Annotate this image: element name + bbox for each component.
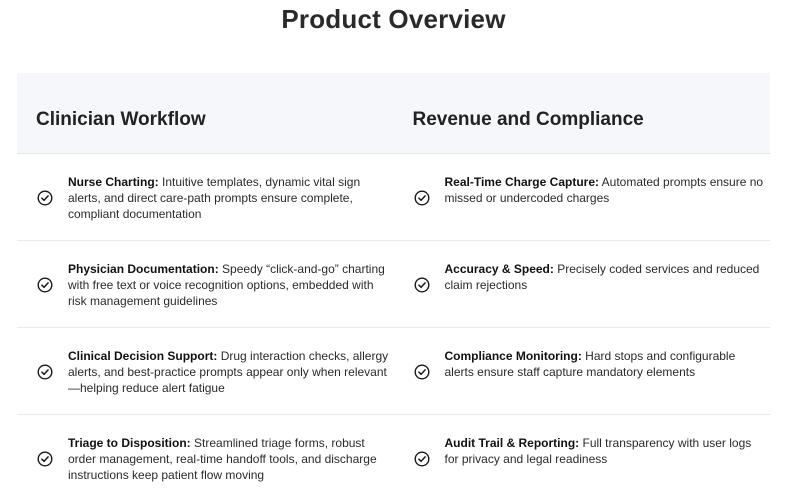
feature-description: Hard stops and configurable alerts ensure staff capture mandatory elements bbox=[444, 349, 736, 379]
feature-text bbox=[68, 348, 390, 396]
check-circle-icon bbox=[37, 451, 53, 467]
feature-label: Nurse Charting: bbox=[68, 175, 159, 189]
page-title: Product Overview bbox=[281, 4, 506, 34]
feature-cell bbox=[17, 154, 394, 240]
feature-text bbox=[68, 261, 390, 309]
feature-description: Intuitive templates, dynamic vital sign alerts, and direct care-path prompts ensure complete, compliant documentation bbox=[68, 175, 361, 221]
feature-description: Full transparency with user logs for privacy and legal readiness bbox=[444, 436, 752, 466]
check-circle-icon bbox=[414, 190, 430, 206]
table-header-row bbox=[17, 73, 770, 154]
feature-text bbox=[68, 435, 390, 483]
feature-description: Precisely coded services and reduced claim rejections bbox=[444, 262, 760, 292]
feature-text bbox=[445, 435, 767, 467]
feature-description: Drug interaction checks, allergy alerts, and best-practice prompts appear only when relevant—helping reduce alert fatigue bbox=[68, 349, 389, 395]
feature-cell bbox=[17, 241, 394, 327]
feature-label: Clinical Decision Support: bbox=[68, 349, 218, 363]
feature-label: Accuracy & Speed: bbox=[444, 262, 554, 276]
feature-text bbox=[445, 261, 767, 293]
feature-label: Triage to Disposition: bbox=[68, 436, 191, 450]
check-circle-icon bbox=[37, 277, 53, 293]
feature-cell bbox=[394, 241, 771, 327]
feature-text bbox=[68, 174, 390, 222]
feature-cell bbox=[17, 415, 394, 500]
column-heading-clinician-workflow: Clinician Workflow bbox=[36, 109, 206, 130]
comparison-table bbox=[17, 73, 770, 500]
feature-description: Automated prompts ensure no missed or undercoded charges bbox=[444, 175, 764, 205]
table-row bbox=[17, 154, 770, 241]
feature-label: Real-Time Charge Capture: bbox=[444, 175, 599, 189]
feature-label: Physician Documentation: bbox=[68, 262, 219, 276]
feature-text bbox=[445, 174, 767, 206]
feature-cell bbox=[394, 328, 771, 414]
check-circle-icon bbox=[414, 451, 430, 467]
feature-cell bbox=[394, 154, 771, 240]
feature-description: Streamlined triage forms, robust order management, real-time handoff tools, and discharge instructions keep patient flow moving bbox=[68, 436, 377, 482]
feature-description: Speedy “click-and-go” charting with free text or voice recognition options, embedded with risk management guidelines bbox=[68, 262, 385, 308]
column-heading-revenue-compliance: Revenue and Compliance bbox=[412, 109, 644, 130]
table-row bbox=[17, 415, 770, 500]
feature-text bbox=[445, 348, 767, 380]
table-row bbox=[17, 328, 770, 415]
feature-cell bbox=[17, 328, 394, 414]
check-circle-icon bbox=[37, 190, 53, 206]
check-circle-icon bbox=[37, 364, 53, 380]
feature-cell bbox=[394, 415, 771, 500]
feature-label: Audit Trail & Reporting: bbox=[444, 436, 580, 450]
feature-label: Compliance Monitoring: bbox=[444, 349, 582, 363]
table-row bbox=[17, 241, 770, 328]
check-circle-icon bbox=[414, 277, 430, 293]
check-circle-icon bbox=[414, 364, 430, 380]
